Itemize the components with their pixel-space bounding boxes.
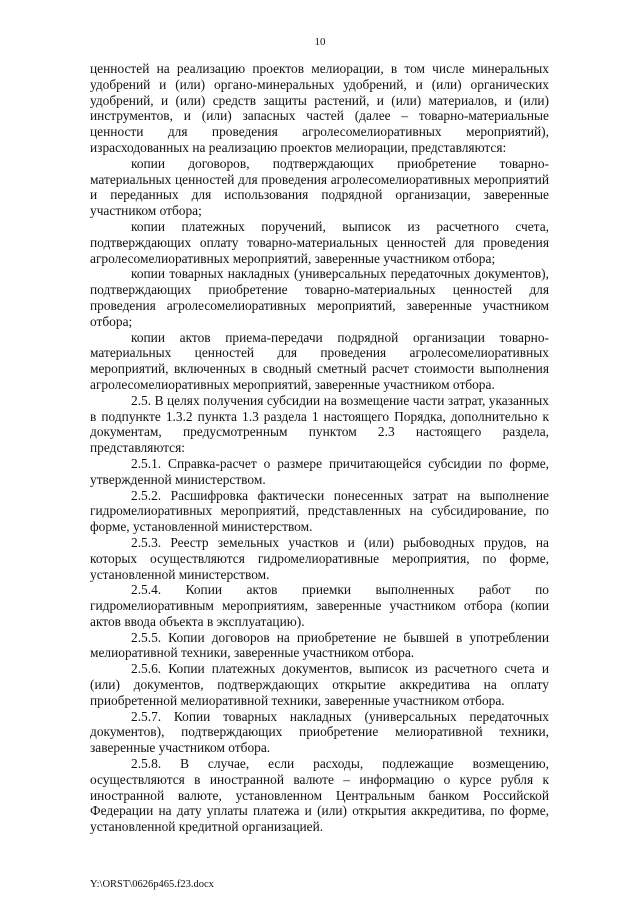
paragraph: 2.5.5. Копии договоров на приобретение не бывшей в употреблении мелиоративной техники, заверенные участником отбора. — [90, 629, 549, 661]
paragraph: 2.5.8. В случае, если расходы, подлежащие возмещению, осуществляются в иностранной валюте – информацию о курсе рубля к иностранной валюте, установленном Центральным банком Российской Федерации на дату уплаты платежа и (или) открытия аккредитива, по форме, установленной кредитной организацией. — [90, 756, 549, 835]
paragraph: копии платежных поручений, выписок из расчетного счета, подтверждающих оплату товарно-материальных ценностей для проведения агролесомелиоративных мероприятий, заверенные участником отбора; — [90, 218, 549, 266]
paragraph: 2.5.4. Копии актов приемки выполненных работ по гидромелиоративным мероприятиям, заверенные участником отбора (копии актов ввода объекта в эксплуатацию). — [90, 582, 549, 629]
file-path-footer: Y:\ORST\0626p465.f23.docx — [90, 879, 214, 890]
paragraph: копии товарных накладных (универсальных передаточных документов), подтверждающих приобретение товарно-материальных ценностей для проведения агролесомелиоративных мероприятий, заверенные участником отбора; — [90, 266, 549, 329]
paragraph: 2.5.6. Копии платежных документов, выписок из расчетного счета и (или) документов, подтверждающих открытие аккредитива на оплату приобретенной мелиоративной техники, заверенные участником отбора. — [90, 661, 549, 708]
paragraph: 2.5. В целях получения субсидии на возмещение части затрат, указанных в подпункте 1.3.2 пункта 1.3 раздела 1 настоящего Порядка, дополнительно к документам, предусмотренным пунктом 2.3 настоящего раздела, представляются: — [90, 392, 549, 456]
paragraph: ценностей на реализацию проектов мелиорации, в том числе минеральных удобрений и (или) органо-минеральных удобрений, и (или) органических удобрений, и (или) средств защиты растений, и (или) материалов, и (или) инструментов, и (или) запасных частей (далее – товарно-материальные ценности для проведения агролесомелиоративных мероприятий), израсходованных на реализацию проектов мелиорации, представляются: — [90, 61, 549, 155]
document-body — [90, 61, 549, 835]
paragraph: копии актов приема-передачи подрядной организации товарно-материальных ценностей для проведения агролесомелиоративных мероприятий, включенных в сводный сметный расчет стоимости выполнения агролесомелиоративных мероприятий, заверенные участником отбора. — [90, 329, 549, 392]
paragraph: 2.5.2. Расшифровка фактически понесенных затрат на выполнение гидромелиоративных мероприятий, представленных на субсидирование, по форме, установленной министерством. — [90, 487, 549, 535]
paragraph: 2.5.7. Копии товарных накладных (универсальных передаточных документов), подтверждающих приобретение мелиоративной техники, заверенные участником отбора. — [90, 708, 549, 756]
paragraph: копии договоров, подтверждающих приобретение товарно-материальных ценностей для проведения агролесомелиоративных мероприятий и переданных для использования подрядной организации, заверенные участником отбора; — [90, 155, 549, 219]
page-number: 10 — [314, 36, 326, 48]
paragraph: 2.5.3. Реестр земельных участков и (или) рыбоводных прудов, на которых осуществляются гидромелиоративные мероприятия, по форме, установленной министерством. — [90, 534, 549, 582]
paragraph: 2.5.1. Справка-расчет о размере причитающейся субсидии по форме, утвержденной министерством. — [90, 455, 549, 487]
